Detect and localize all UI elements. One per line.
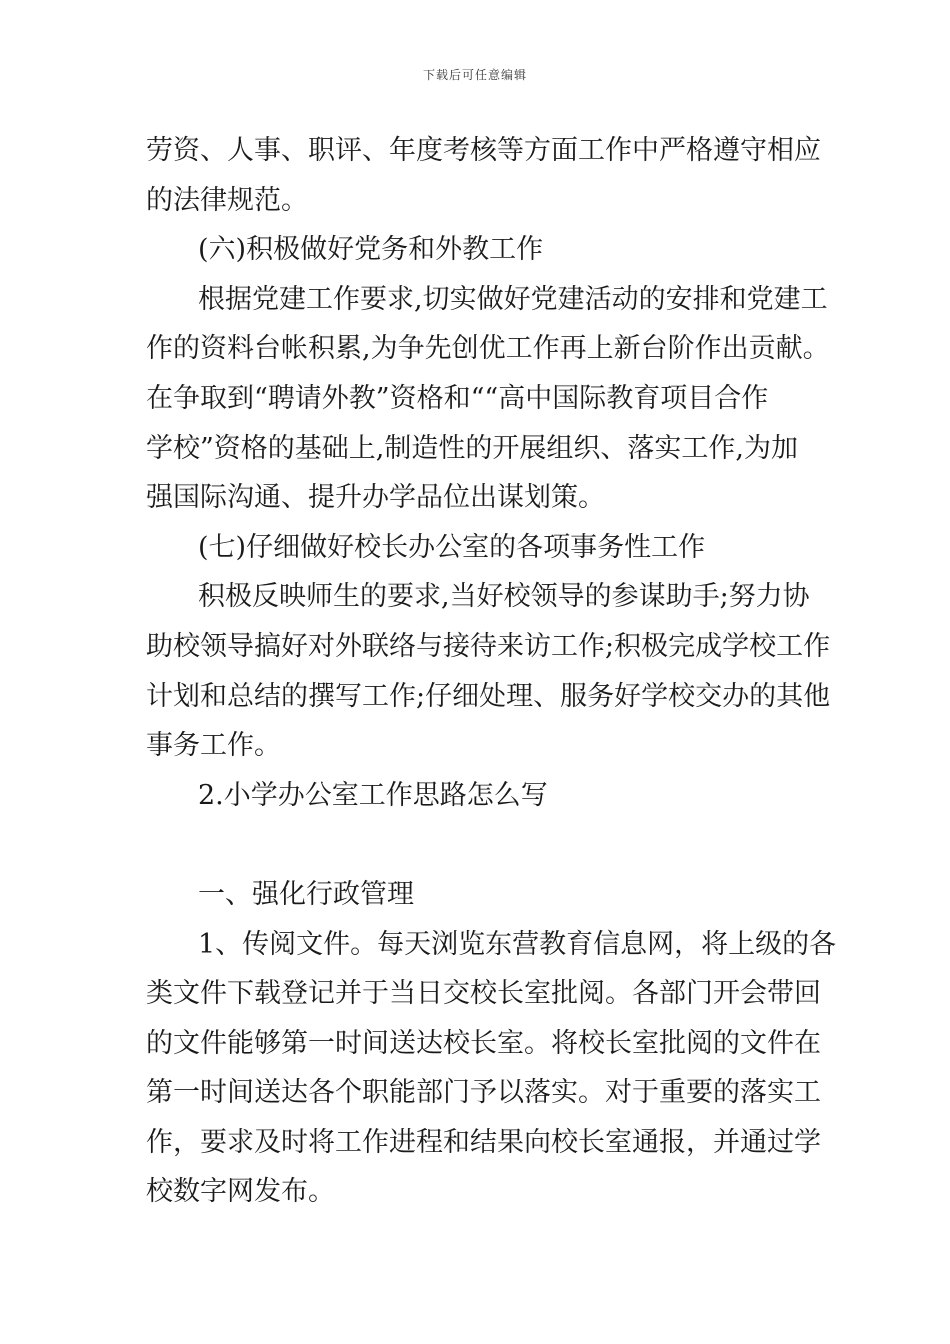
text-line: 劳资、人事、职评、年度考核等方面工作中严格遵守相应 xyxy=(146,135,821,166)
text-line: 校数字网发布。 xyxy=(146,1176,335,1208)
text-line: 的文件能够第一时间送达校长室。将校长室批阅的文件在 xyxy=(146,1027,821,1059)
page-header: 下载后可任意编辑 xyxy=(422,68,527,82)
text-line: 积极反映师生的要求,当好校领导的参谋助手;努力协 xyxy=(198,581,810,613)
text-line: (七)仔细做好校长办公室的各项事务性工作 xyxy=(198,531,706,563)
text-line: 助校领导搞好对外联络与接待来访工作;积极完成学校工作 xyxy=(146,630,831,662)
text-line: 第一时间送达各个职能部门予以落实。对于重要的落实工 xyxy=(146,1077,821,1109)
text-line: 1、传阅文件。每天浏览东营教育信息网，将上级的各 xyxy=(198,928,837,960)
text-line: 计划和总结的撰写工作;仔细处理、服务好学校交办的其他 xyxy=(146,680,831,712)
text-line: (六)积极做好党务和外教工作 xyxy=(198,234,544,266)
text-line: 事务工作。 xyxy=(146,730,281,762)
text-line: 作的资料台帐积累,为争先创优工作再上新台阶作出贡献。 xyxy=(146,333,830,365)
text-line: 学校”资格的基础上,制造性的开展组织、落实工作,为加 xyxy=(146,432,798,464)
blank-line xyxy=(146,820,811,870)
text-line: 2.小学办公室工作思路怎么写 xyxy=(198,779,548,811)
text-line: 的法律规范。 xyxy=(146,184,308,216)
document-body xyxy=(146,126,837,1217)
text-line: 类文件下载登记并于当日交校长室批阅。各部门开会带回 xyxy=(146,978,821,1010)
text-line: 作，要求及时将工作进程和结果向校长室通报，并通过学 xyxy=(146,1126,821,1158)
text-line: 根据党建工作要求,切实做好党建活动的安排和党建工 xyxy=(198,283,828,315)
text-line: 在争取到“聘请外教”资格和““高中国际教育项目合作 xyxy=(146,382,769,414)
text-line: 强国际沟通、提升办学品位出谋划策。 xyxy=(146,482,605,514)
text-line: 一、强化行政管理 xyxy=(198,878,414,910)
